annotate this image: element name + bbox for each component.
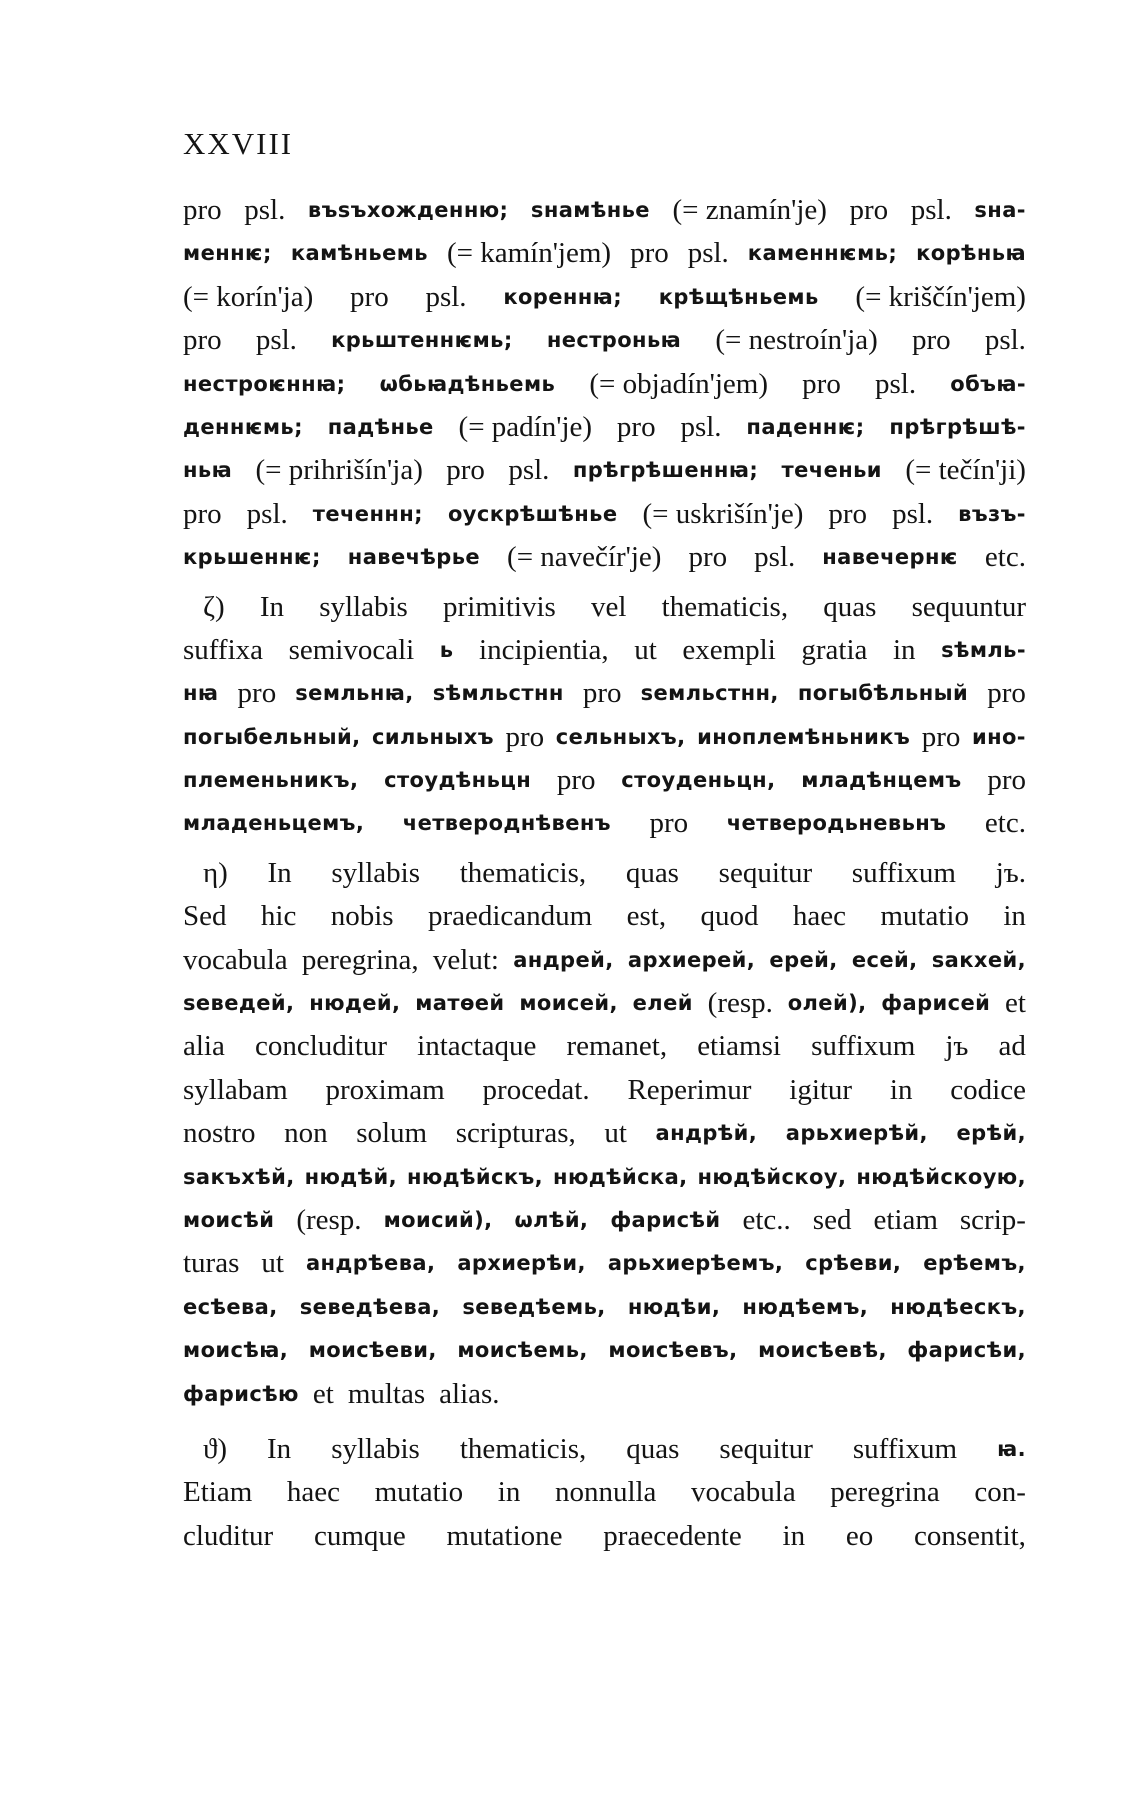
church-slavonic-word: навечернѥ — [822, 545, 958, 570]
church-slavonic-word: ѡлѣй, — [514, 1207, 589, 1232]
church-slavonic-word: теченьи — [781, 458, 882, 483]
text-line — [183, 1025, 1026, 1068]
word: pro — [237, 677, 277, 710]
word: praecedente — [603, 1519, 742, 1552]
church-slavonic-word: сильныхъ — [372, 724, 494, 749]
word: pro — [446, 454, 485, 487]
word: incipientia, — [479, 633, 609, 666]
word: praedicandum — [427, 900, 593, 933]
word: pro — [582, 677, 622, 710]
text-line — [183, 982, 1026, 1025]
word: scrip- — [959, 1203, 1026, 1236]
word: Etiam — [183, 1476, 253, 1509]
word: in — [497, 1476, 521, 1509]
church-slavonic-word: архиерей, — [627, 947, 756, 972]
word: sequitur — [719, 1432, 813, 1465]
word: cumque — [313, 1519, 406, 1552]
text-line — [183, 1515, 1026, 1558]
word: non — [284, 1117, 328, 1150]
word: pro — [350, 280, 389, 313]
church-slavonic-word: матѳей — [415, 991, 505, 1016]
text-line — [183, 1329, 1026, 1372]
word: gratia — [801, 633, 868, 666]
church-slavonic-word: ѕакъхѣй, — [183, 1164, 295, 1189]
text-line — [183, 276, 1026, 319]
word: ad — [998, 1030, 1026, 1063]
church-slavonic-word: камѣньемь — [290, 241, 428, 266]
word: nobis — [330, 900, 394, 933]
text-line — [183, 1286, 1026, 1329]
word: quas — [626, 1432, 680, 1465]
word: mutatio — [880, 900, 969, 933]
word: con- — [974, 1476, 1026, 1509]
church-slavonic-word: моисѣевѣ, — [758, 1338, 887, 1363]
word: syllabam — [183, 1073, 288, 1106]
word: In — [259, 590, 285, 623]
church-slavonic-word: архиерѣи, — [457, 1251, 586, 1276]
church-slavonic-word: фарисѣй — [610, 1207, 721, 1232]
word: vocabula — [691, 1476, 796, 1509]
word: remanet, — [566, 1030, 668, 1063]
word: psl. — [687, 237, 729, 270]
text-line — [183, 1242, 1026, 1285]
church-slavonic-word: ѕеведѣемь, — [462, 1294, 606, 1319]
word: thematicis, — [661, 590, 789, 623]
word: pro — [183, 194, 222, 226]
church-slavonic-word: ѕѣмль- — [941, 637, 1026, 662]
word: quas — [625, 856, 679, 889]
word: procedat. — [482, 1073, 590, 1106]
church-slavonic-word: нюдѣйскъ, — [406, 1164, 544, 1189]
church-slavonic-word: оускрѣшѣнье — [447, 501, 618, 526]
word: etiamsi — [697, 1030, 781, 1063]
word: haec — [286, 1476, 340, 1509]
text-line — [183, 629, 1026, 672]
word: (= kamín'jem) — [446, 237, 612, 270]
text-line — [183, 319, 1026, 362]
church-slavonic-word: ѕна- — [974, 198, 1026, 222]
church-slavonic-word: кореннꙗ; — [503, 284, 623, 309]
word: etc. — [984, 807, 1026, 840]
word: sequuntur — [911, 590, 1026, 623]
word: ut — [604, 1117, 627, 1150]
text-line — [183, 232, 1026, 275]
word: suffixa — [183, 633, 264, 666]
text-line — [183, 586, 1026, 629]
word: thematicis, — [459, 856, 587, 889]
word: pro — [630, 237, 669, 270]
word: suffixum — [851, 856, 956, 889]
word: (resp. — [296, 1203, 362, 1236]
word: In — [267, 856, 292, 889]
church-slavonic-word: объꙗ- — [950, 371, 1026, 396]
church-slavonic-word: нюдѣи, — [627, 1294, 721, 1319]
text-line — [183, 1069, 1026, 1112]
church-slavonic-word: нестроѥннꙗ; — [183, 371, 346, 396]
church-slavonic-word: ино- — [971, 724, 1026, 749]
church-slavonic-word: прѣгрѣшеннꙗ; — [572, 458, 759, 483]
church-slavonic-word: нюдѣйскоу, — [697, 1164, 847, 1189]
church-slavonic-word: теченнн; — [312, 501, 423, 526]
word: pro — [556, 764, 596, 797]
church-slavonic-word: нюдѣемъ, — [742, 1294, 869, 1319]
word: (= tečín'ji) — [905, 454, 1026, 487]
church-slavonic-word: племеньникъ, — [183, 768, 359, 793]
church-slavonic-word: ѕемльнꙗ, — [295, 681, 414, 706]
word: nostro — [183, 1117, 256, 1150]
church-slavonic-word: стоуденьцн, — [621, 768, 776, 793]
word: multas — [347, 1377, 426, 1410]
text-line — [183, 939, 1026, 982]
church-slavonic-word: ѕемльстнн, — [640, 681, 779, 706]
church-slavonic-word: моисѣй — [183, 1207, 275, 1232]
church-slavonic-word: ь — [439, 637, 454, 662]
church-slavonic-word: нюдѣйскоую, — [856, 1164, 1026, 1189]
church-slavonic-word: моисѣеви, — [308, 1338, 437, 1363]
word: psl. — [508, 454, 550, 487]
word: peregrina — [830, 1476, 940, 1509]
church-slavonic-word: четвероднѣвенъ — [402, 811, 611, 836]
text-line — [183, 1112, 1026, 1155]
word: haec — [792, 900, 846, 933]
church-slavonic-word: моисѣевъ, — [608, 1338, 738, 1363]
church-slavonic-word: ерѣемъ, — [923, 1251, 1026, 1276]
church-slavonic-word: иноплемѣньникъ — [697, 724, 911, 749]
church-slavonic-word: ерѣй, — [956, 1121, 1026, 1146]
church-slavonic-word: нюдѣескъ, — [890, 1294, 1026, 1319]
church-slavonic-word: ньꙗ — [183, 458, 233, 483]
word: nonnulla — [554, 1476, 657, 1509]
text-line — [183, 536, 1026, 579]
word: thematicis, — [459, 1432, 587, 1465]
word: scripturas, — [455, 1117, 576, 1150]
word: igitur — [789, 1073, 853, 1106]
word: sequitur — [718, 856, 813, 889]
word: suffixum — [811, 1030, 916, 1063]
church-slavonic-word: меннѥ; — [183, 241, 272, 266]
word: (= navečír'je) — [507, 541, 662, 574]
word: In — [267, 1432, 292, 1465]
church-slavonic-word: младеньцемъ, — [183, 811, 365, 836]
church-slavonic-word: андрѣй, — [655, 1121, 758, 1146]
word: etc.. — [742, 1203, 791, 1236]
word: exempli — [682, 633, 776, 666]
word: in — [889, 1073, 913, 1106]
church-slavonic-word: каменнѥмь; — [747, 241, 898, 266]
text-line — [183, 852, 1026, 895]
body-text — [183, 189, 1026, 1558]
word: etiam — [873, 1203, 938, 1236]
word: vocabula — [183, 943, 288, 976]
word: pro — [912, 324, 951, 357]
word: intactaque — [417, 1030, 537, 1063]
word: psl. — [425, 280, 467, 313]
church-slavonic-word: падѣнье — [327, 414, 434, 439]
church-slavonic-word: възъ- — [958, 501, 1026, 526]
word: peregrina, — [301, 943, 419, 976]
word: psl. — [246, 497, 288, 530]
word: Sed — [183, 900, 227, 933]
church-slavonic-word: нюдѣйска, — [553, 1164, 688, 1189]
word: pro — [505, 720, 545, 753]
word: (= nestroín'ja) — [715, 324, 878, 357]
church-slavonic-word: андрѣева, — [305, 1251, 436, 1276]
text-line — [183, 406, 1026, 449]
word: (= uskrišín'je) — [642, 497, 804, 530]
word: etc. — [984, 541, 1026, 574]
word: in — [782, 1519, 806, 1552]
word: consentit, — [913, 1519, 1026, 1552]
church-slavonic-word: моисѣемь, — [457, 1338, 588, 1363]
word: (= objadín'jem) — [589, 367, 768, 400]
word: pro — [987, 677, 1026, 710]
word: psl. — [754, 541, 796, 574]
church-slavonic-word: ѕнамѣнье — [530, 198, 650, 222]
church-slavonic-word: моисей, — [519, 991, 618, 1016]
word: et — [312, 1377, 334, 1410]
word: (resp. — [707, 987, 773, 1020]
word: syllabis — [331, 1432, 420, 1465]
church-slavonic-word: крьштеннѥмь; — [331, 328, 513, 353]
church-slavonic-word: крѣщѣньемь — [658, 284, 819, 309]
church-slavonic-word: арьхиерѣй, — [785, 1121, 928, 1146]
word: alias. — [439, 1377, 500, 1410]
church-slavonic-word: крьшеннѥ; — [183, 545, 321, 570]
church-slavonic-word: фарисѣю — [183, 1381, 299, 1406]
church-slavonic-word: ѡбьꙗдѣньемь — [379, 371, 556, 396]
word: jъ — [945, 1030, 969, 1063]
word: sed — [812, 1203, 852, 1236]
paragraph-gap — [183, 1416, 1026, 1428]
word: codice — [950, 1073, 1026, 1106]
church-slavonic-word: сельныхъ, — [555, 724, 686, 749]
word: semivocali — [288, 633, 415, 666]
word: pro — [649, 807, 689, 840]
word: pro — [802, 367, 841, 400]
church-slavonic-word: младѣнцемъ — [801, 768, 962, 793]
word: (= padín'je) — [458, 410, 593, 443]
church-slavonic-word: стоудѣньцн — [384, 768, 532, 793]
church-slavonic-word: моисий), — [383, 1207, 493, 1232]
word: cluditur — [183, 1519, 274, 1552]
word: pro — [183, 497, 222, 530]
word: mutatione — [446, 1519, 563, 1552]
word: jъ. — [995, 856, 1026, 889]
word: psl. — [875, 367, 917, 400]
church-slavonic-word: ѕеведей, — [183, 991, 295, 1016]
church-slavonic-word: ꙗ. — [997, 1436, 1026, 1461]
church-slavonic-word: нꙗ — [183, 681, 219, 706]
church-slavonic-word: андрей, — [513, 947, 614, 972]
word: psl. — [892, 497, 934, 530]
church-slavonic-word: нюдѣй, — [304, 1164, 397, 1189]
word: eo — [845, 1519, 874, 1552]
church-slavonic-word: четверодьневьнъ — [726, 811, 947, 836]
word: ut — [261, 1247, 284, 1280]
church-slavonic-word: есѣева, — [183, 1294, 278, 1319]
church-slavonic-word: погыбельный, — [183, 724, 361, 749]
church-slavonic-word: нестроньꙗ — [546, 328, 682, 353]
church-slavonic-word: въѕъхожденню; — [307, 198, 509, 222]
text-line — [183, 1156, 1026, 1199]
text-line — [183, 1471, 1026, 1514]
church-slavonic-word: прѣгрѣшѣ- — [889, 414, 1026, 439]
church-slavonic-word: корѣньꙗ — [916, 241, 1026, 266]
word: syllabis — [319, 590, 408, 623]
word: solum — [356, 1117, 428, 1150]
church-slavonic-word: срѣеви, — [805, 1251, 902, 1276]
church-slavonic-word: моисѣꙗ, — [183, 1338, 289, 1363]
word: psl. — [680, 410, 722, 443]
word: psl. — [255, 324, 297, 357]
word: ut — [634, 633, 657, 666]
word: η) — [203, 856, 228, 889]
word: pro — [688, 541, 728, 574]
church-slavonic-word: деннѥмь; — [183, 414, 303, 439]
word: (= kriščín'jem) — [855, 280, 1026, 313]
word: ζ) — [203, 590, 225, 623]
word: turas — [183, 1247, 240, 1280]
church-slavonic-word: погыбѣльный — [797, 681, 969, 706]
word: hic — [260, 900, 297, 933]
word: psl. — [984, 324, 1026, 357]
text-line — [183, 493, 1026, 536]
word: est, — [626, 900, 667, 933]
word: mutatio — [374, 1476, 464, 1509]
word: ϑ) — [203, 1432, 228, 1465]
text-line — [183, 716, 1026, 759]
text-line — [183, 895, 1026, 938]
church-slavonic-word: ерей, — [769, 947, 838, 972]
word: pro — [183, 324, 222, 357]
text-line — [183, 189, 1026, 232]
church-slavonic-word: фарисѣи, — [907, 1338, 1026, 1363]
page-number: XXVIII — [183, 126, 294, 161]
church-slavonic-word: ѕеведѣева, — [299, 1294, 441, 1319]
church-slavonic-word: елей — [632, 991, 693, 1016]
church-slavonic-word: есей, — [851, 947, 918, 972]
text-line — [183, 1373, 1026, 1416]
church-slavonic-word: фарисей — [881, 991, 991, 1016]
church-slavonic-word: нюдей, — [309, 991, 401, 1016]
word: pro — [849, 194, 889, 226]
text-line — [183, 759, 1026, 802]
church-slavonic-word: паденнѥ; — [746, 414, 865, 439]
text-line — [183, 802, 1026, 845]
word: proximam — [325, 1073, 445, 1106]
word: concluditur — [254, 1030, 388, 1063]
word: (= prihrišín'ja) — [255, 454, 423, 487]
word: alia — [183, 1030, 225, 1063]
church-slavonic-word: арьхиерѣемъ, — [607, 1251, 784, 1276]
word: quas — [823, 590, 877, 623]
word: primitivis — [443, 590, 556, 623]
text-line — [183, 1199, 1026, 1242]
church-slavonic-word: навечѣрье — [347, 545, 481, 570]
word: quod — [700, 900, 759, 933]
word: pro — [828, 497, 868, 530]
word: in — [892, 633, 916, 666]
church-slavonic-word: ѕѣмльстнн — [432, 681, 564, 706]
word: vel — [591, 590, 627, 623]
word: velut: — [432, 943, 499, 976]
word: pro — [616, 410, 656, 443]
word: (= korín'ja) — [183, 280, 314, 313]
word: Reperimur — [627, 1073, 752, 1106]
church-slavonic-word: ѕакхей, — [931, 947, 1026, 972]
text-line — [183, 449, 1026, 492]
word: psl. — [244, 194, 286, 226]
text-line — [183, 363, 1026, 406]
word: (= znamín'je) — [672, 194, 827, 226]
text-line — [183, 672, 1026, 715]
word: in — [1003, 900, 1026, 933]
word: pro — [987, 764, 1026, 797]
text-line — [183, 1428, 1026, 1471]
word: psl. — [910, 194, 952, 226]
word: suffixum — [852, 1432, 958, 1465]
church-slavonic-word: олей), — [787, 991, 867, 1016]
word: et — [1005, 987, 1026, 1020]
word: syllabis — [331, 856, 420, 889]
word: pro — [921, 720, 961, 753]
